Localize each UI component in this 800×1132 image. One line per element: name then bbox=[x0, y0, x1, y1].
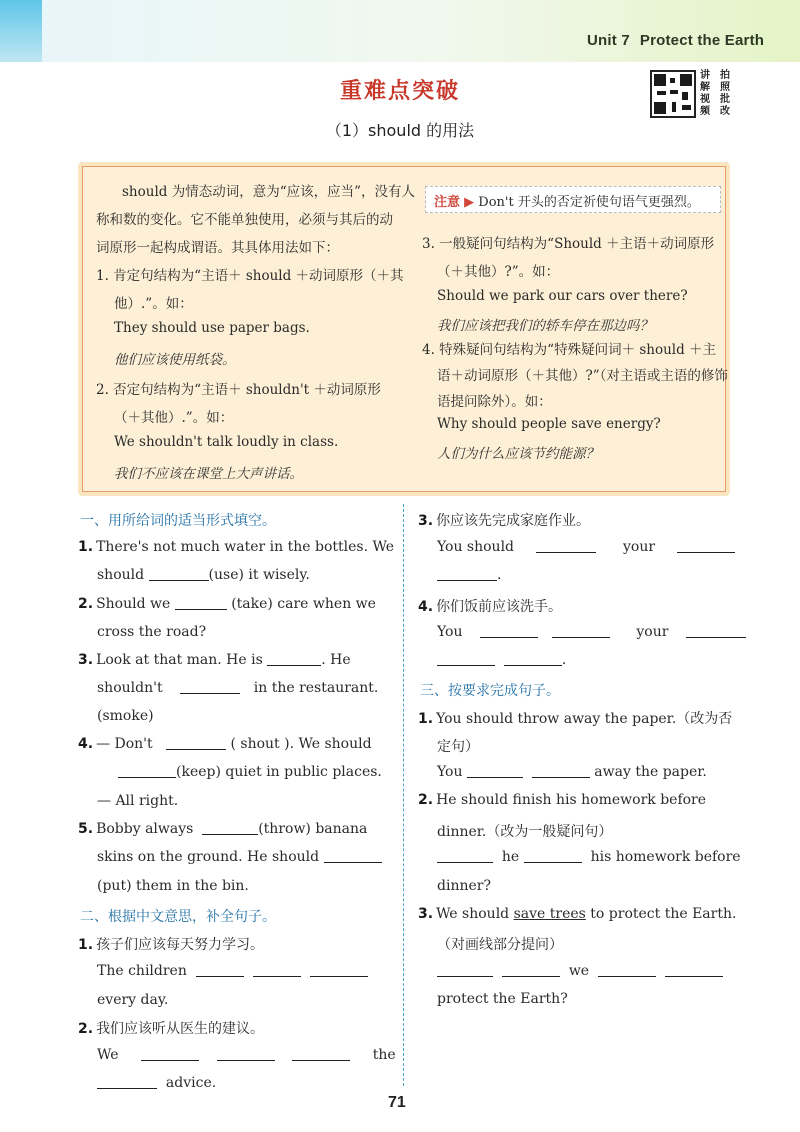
answer-blank[interactable] bbox=[598, 963, 656, 977]
box-line: 称和数的变化。它不能单独使用，必须与其后的动 bbox=[96, 212, 393, 228]
unit-topic: Protect the Earth bbox=[639, 32, 765, 49]
answer-blank[interactable] bbox=[118, 764, 176, 778]
unit-number: Unit 7 bbox=[587, 32, 630, 49]
answer-blank[interactable] bbox=[202, 821, 258, 835]
box-translation: 我们不应该在课堂上大声讲话。 bbox=[114, 466, 303, 482]
answer-blank[interactable] bbox=[166, 736, 226, 750]
question-line: 1. You should throw away the paper.（改为否 bbox=[418, 711, 733, 727]
header-band bbox=[0, 0, 800, 62]
question-line: dinner.（改为一般疑问句） bbox=[437, 824, 613, 840]
box-line: 1. 肯定句结构为“主语＋ should ＋动词原形（＋其 bbox=[96, 268, 404, 284]
answer-blank[interactable] bbox=[180, 680, 240, 694]
question-line: protect the Earth? bbox=[437, 991, 568, 1007]
answer-blank[interactable] bbox=[175, 596, 227, 610]
note-text: Don't 开头的否定祈使句语气更强烈。 bbox=[478, 195, 700, 210]
box-example: They should use paper bags. bbox=[114, 320, 310, 336]
box-line: （＋其他）?”。如： bbox=[437, 264, 560, 280]
box-line: 词原形一起构成谓语。其具体用法如下： bbox=[96, 240, 339, 256]
question-line: You should your bbox=[437, 539, 735, 555]
question-line: skins on the ground. He should bbox=[97, 849, 382, 865]
question-line: 2. Should we (take) care when we bbox=[78, 596, 376, 612]
answer-blank[interactable] bbox=[267, 652, 321, 666]
answer-blank[interactable] bbox=[437, 963, 493, 977]
box-line: 2. 否定句结构为“主语＋ shouldn't ＋动词原形 bbox=[96, 382, 381, 398]
question-line: 5. Bobby always (throw) banana bbox=[78, 821, 368, 837]
answer-blank[interactable] bbox=[504, 652, 562, 666]
question-line: 1. 孩子们应该每天努力学习。 bbox=[78, 937, 265, 953]
question-line: (put) them in the bin. bbox=[97, 878, 249, 894]
question-line: shouldn't in the restaurant. bbox=[97, 680, 379, 696]
box-example: Should we park our cars over there? bbox=[437, 288, 688, 304]
question-line: we bbox=[437, 963, 723, 979]
answer-blank[interactable] bbox=[502, 963, 560, 977]
question-line: The children bbox=[97, 963, 368, 979]
unit-header bbox=[587, 32, 774, 49]
section-heading: 一、用所给词的适当形式填空。 bbox=[80, 513, 276, 529]
note-label: 注意 bbox=[434, 195, 461, 210]
page-number: 71 bbox=[388, 1094, 406, 1111]
question-line: 2. 我们应该听从医生的建议。 bbox=[78, 1021, 265, 1037]
box-line: 4. 特殊疑问句结构为“特殊疑问词＋ should ＋主 bbox=[422, 342, 717, 358]
box-translation: 他们应该使用纸袋。 bbox=[114, 352, 236, 368]
question-line: You away the paper. bbox=[437, 764, 707, 780]
answer-blank[interactable] bbox=[677, 539, 735, 553]
question-line: advice. bbox=[97, 1075, 216, 1091]
qr-side-label: 讲 拍 解 照 视 批 频 改 bbox=[700, 70, 730, 117]
page-title: 重难点突破 bbox=[339, 79, 460, 104]
question-line: should (use) it wisely. bbox=[97, 567, 310, 583]
answer-blank[interactable] bbox=[310, 963, 368, 977]
question-line: . bbox=[437, 652, 566, 668]
answer-blank[interactable] bbox=[686, 624, 746, 638]
box-line: （＋其他）.”。如： bbox=[114, 410, 234, 426]
question-line: cross the road? bbox=[97, 624, 207, 640]
question-line: 3. Look at that man. He is . He bbox=[78, 652, 351, 668]
answer-blank[interactable] bbox=[536, 539, 596, 553]
answer-blank[interactable] bbox=[253, 963, 301, 977]
answer-blank[interactable] bbox=[437, 849, 493, 863]
answer-blank[interactable] bbox=[217, 1047, 275, 1061]
box-line: should 为情态动词，意为“应该，应当”，没有人 bbox=[122, 184, 415, 200]
answer-blank[interactable] bbox=[149, 567, 209, 581]
column-divider bbox=[403, 504, 404, 1086]
question-line: dinner? bbox=[437, 878, 491, 894]
question-line: 4. 你们饭前应该洗手。 bbox=[418, 599, 563, 615]
question-line: 定句） bbox=[437, 739, 479, 755]
question-line: （对画线部分提问） bbox=[437, 937, 563, 953]
section-heading: 三、按要求完成句子。 bbox=[420, 683, 560, 699]
arrow-right-icon: ▶ bbox=[464, 195, 475, 210]
box-example: We shouldn't talk loudly in class. bbox=[114, 434, 339, 450]
question-line: 2. He should finish his homework before bbox=[418, 792, 707, 808]
box-example: Why should people save energy? bbox=[437, 416, 661, 432]
box-line: 语提问除外）。如： bbox=[437, 394, 552, 410]
answer-blank[interactable] bbox=[97, 1075, 157, 1089]
answer-blank[interactable] bbox=[324, 849, 382, 863]
box-translation: 我们应该把我们的轿车停在那边吗？ bbox=[437, 318, 653, 334]
question-line: — All right. bbox=[97, 793, 179, 809]
answer-blank[interactable] bbox=[665, 963, 723, 977]
answer-blank[interactable] bbox=[524, 849, 582, 863]
answer-blank[interactable] bbox=[480, 624, 538, 638]
answer-blank[interactable] bbox=[141, 1047, 199, 1061]
question-line: (keep) quiet in public places. bbox=[118, 764, 382, 780]
box-line: 语＋动词原形（＋其他）?”（对主语或主语的修饰 bbox=[437, 368, 728, 384]
answer-blank[interactable] bbox=[437, 567, 497, 581]
answer-blank[interactable] bbox=[292, 1047, 350, 1061]
answer-blank[interactable] bbox=[552, 624, 610, 638]
box-translation: 人们为什么应该节约能源？ bbox=[437, 446, 599, 462]
qr-code-icon[interactable] bbox=[650, 70, 696, 118]
question-line: . bbox=[437, 567, 501, 583]
answer-blank[interactable] bbox=[467, 764, 523, 778]
answer-blank[interactable] bbox=[196, 963, 244, 977]
section-heading: 二、根据中文意思，补全句子。 bbox=[80, 909, 276, 925]
question-line: You your bbox=[437, 624, 746, 640]
box-line: 3. 一般疑问句结构为“Should ＋主语＋动词原形 bbox=[422, 236, 715, 252]
header-accent bbox=[0, 0, 42, 62]
question-line: 3. 你应该先完成家庭作业。 bbox=[418, 513, 591, 529]
page-subtitle: （1）should 的用法 bbox=[325, 121, 475, 140]
question-line: 3. We should save trees to protect the Earth. bbox=[418, 906, 737, 922]
underlined-phrase: save trees bbox=[513, 906, 586, 922]
question-line: he his homework before bbox=[437, 849, 741, 865]
question-line: (smoke) bbox=[97, 708, 154, 724]
question-line: We the bbox=[97, 1047, 396, 1063]
answer-blank[interactable] bbox=[532, 764, 590, 778]
question-line: every day. bbox=[97, 992, 169, 1008]
question-line: 1. There's not much water in the bottles. We bbox=[78, 539, 395, 555]
note-callout bbox=[425, 186, 721, 213]
box-line: 他）.”。如： bbox=[114, 296, 193, 312]
answer-blank[interactable] bbox=[437, 652, 495, 666]
question-line: 4. — Don't ( shout ). We should bbox=[78, 736, 372, 752]
